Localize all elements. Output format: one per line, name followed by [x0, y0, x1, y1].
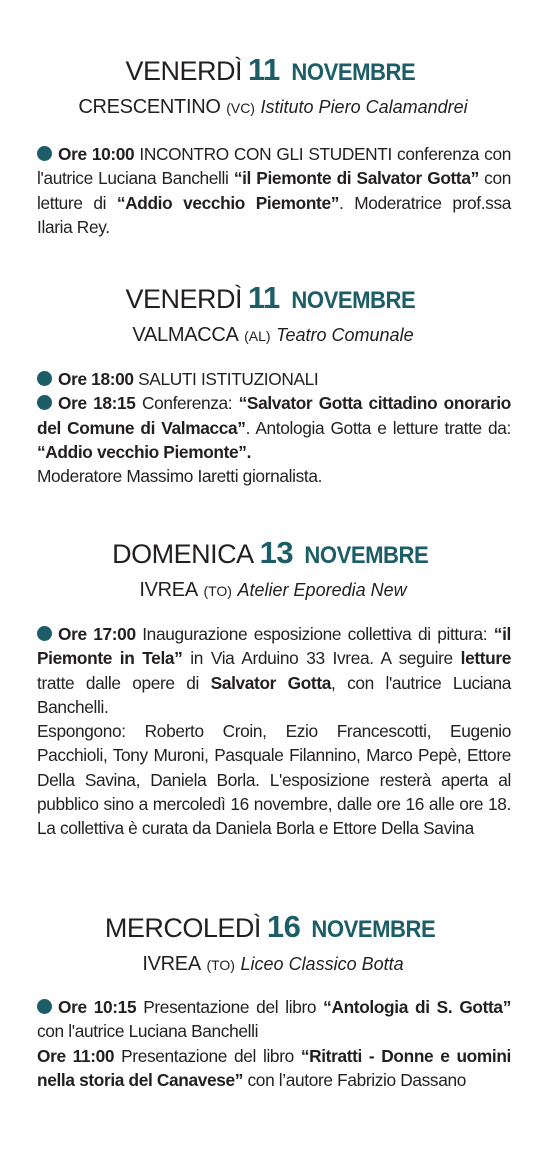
program-text: con l'autrice Luciana Banchelli [37, 1021, 259, 1042]
program-title: “il Piemonte in Tela” [37, 624, 511, 669]
program-item [37, 995, 511, 1044]
program-time: Ore 10:15 [58, 997, 137, 1017]
venue-city: IVREA [142, 953, 201, 975]
date-month: NOVEMBRE [311, 916, 436, 943]
venue-place: Atelier Eporedia New [237, 580, 407, 600]
venue-province: (VC) [226, 100, 255, 116]
program-text: in Via Arduino 33 Ivrea. A seguire [182, 648, 461, 669]
program-text: . Antologia Gotta e letture tratte da: [245, 417, 511, 438]
program-text: Presentazione del libro [136, 997, 324, 1017]
date-day: DOMENICA [112, 539, 254, 569]
program-text: tratte dalle opere di [37, 672, 211, 693]
date-day: VENERDÌ [125, 284, 243, 314]
date-number: 13 [259, 535, 294, 570]
date-month: NOVEMBRE [304, 542, 429, 569]
venue-place: Istituto Piero Calamandrei [260, 97, 468, 117]
event-date [0, 52, 546, 88]
program-title: “Ritratti - Donne e uomini nella storia del Canavese” [37, 1045, 511, 1090]
venue-place: Teatro Comunale [276, 325, 414, 345]
program-time: Ore 18:15 [58, 393, 136, 414]
event-date [0, 909, 546, 945]
event-date [0, 535, 546, 571]
venue-province: (AL) [244, 328, 271, 344]
event-body-1 [37, 142, 511, 239]
event-venue [0, 96, 546, 119]
program-title: “Addio vecchio Piemonte” [116, 192, 339, 213]
venue-province: (TO) [206, 957, 235, 973]
program-text: con l’autore Fabrizio Dassano [243, 1069, 466, 1090]
program-note: Moderatore Massimo Iaretti giornalista. [37, 466, 323, 487]
program-time: Ore 10:00 [58, 144, 135, 164]
program-title: “Addio vecchio Piemonte”. [37, 441, 252, 462]
date-number: 11 [248, 52, 280, 87]
program-title: Salvator Gotta [210, 672, 332, 693]
program-title: letture [460, 648, 511, 669]
program-text: . Moderatrice prof.ssa Ilaria Rey. [37, 192, 512, 237]
bullet-dot-icon [37, 395, 52, 410]
bullet-dot-icon [37, 146, 52, 161]
program-time: Ore 18:00 [58, 369, 134, 389]
event-header-3 [0, 535, 546, 602]
program-text: Presentazione del libro [114, 1045, 301, 1066]
event-header-2 [0, 280, 546, 347]
program-text: Conferenza: [135, 393, 239, 414]
program-item [37, 391, 511, 464]
program-text: con letture di [37, 168, 511, 213]
event-venue [0, 953, 546, 976]
date-month: NOVEMBRE [291, 59, 416, 86]
exhibitors-text: Espongono: Roberto Croin, Ezio Francescotti, Eugenio Pacchioli, Tony Muroni, Pasquale Filannino, Marco Pepè, Ettore Della Savina, Daniela Borla. L'esposizione resterà aperta al pubblico sino a mercoledì 16 novembre, dalle ore 16 alle ore 18. La collettiva è curata da Daniela Borla e Ettore Della Savina [37, 721, 511, 839]
venue-city: IVREA [139, 579, 198, 601]
event-date [0, 280, 546, 316]
venue-province: (TO) [203, 583, 232, 599]
program-text: , con l'autrice Luciana Banchelli. [37, 672, 512, 717]
bullet-dot-icon [37, 999, 52, 1014]
venue-city: CRESCENTINO [78, 96, 221, 118]
date-number: 16 [266, 909, 301, 944]
program-item [37, 622, 511, 719]
program-title: “Salvator Gotta cittadino onorario del Comune di Valmacca” [37, 393, 511, 438]
bullet-dot-icon [37, 371, 52, 386]
venue-city: VALMACCA [132, 324, 239, 346]
date-day: MERCOLEDÌ [104, 913, 261, 943]
event-body-4 [37, 995, 511, 1092]
program-title: “Antologia di S. Gotta” [323, 997, 511, 1017]
date-month: NOVEMBRE [291, 287, 416, 314]
program-item [37, 1044, 511, 1093]
date-number: 11 [248, 280, 280, 315]
program-time: Ore 17:00 [58, 624, 136, 644]
program-text: INCONTRO CON GLI STUDENTI conferenza con l'autrice Luciana Banchelli [37, 144, 511, 189]
event-header-1 [0, 52, 546, 119]
program-text: SALUTI ISTITUZIONALI [133, 369, 319, 389]
event-body-2 [37, 367, 511, 488]
program-title: “il Piemonte di Salvator Gotta” [233, 168, 479, 189]
event-venue [0, 579, 546, 602]
bullet-dot-icon [37, 626, 52, 641]
program-item [37, 142, 511, 239]
event-body-3 [37, 622, 511, 841]
venue-place: Liceo Classico Botta [240, 954, 404, 974]
date-day: VENERDÌ [125, 56, 243, 86]
program-text: Inaugurazione esposizione collettiva di pittura: [135, 624, 494, 644]
event-venue [0, 324, 546, 347]
program-time: Ore 11:00 [37, 1045, 115, 1066]
event-header-4 [0, 909, 546, 976]
program-item [37, 367, 511, 391]
